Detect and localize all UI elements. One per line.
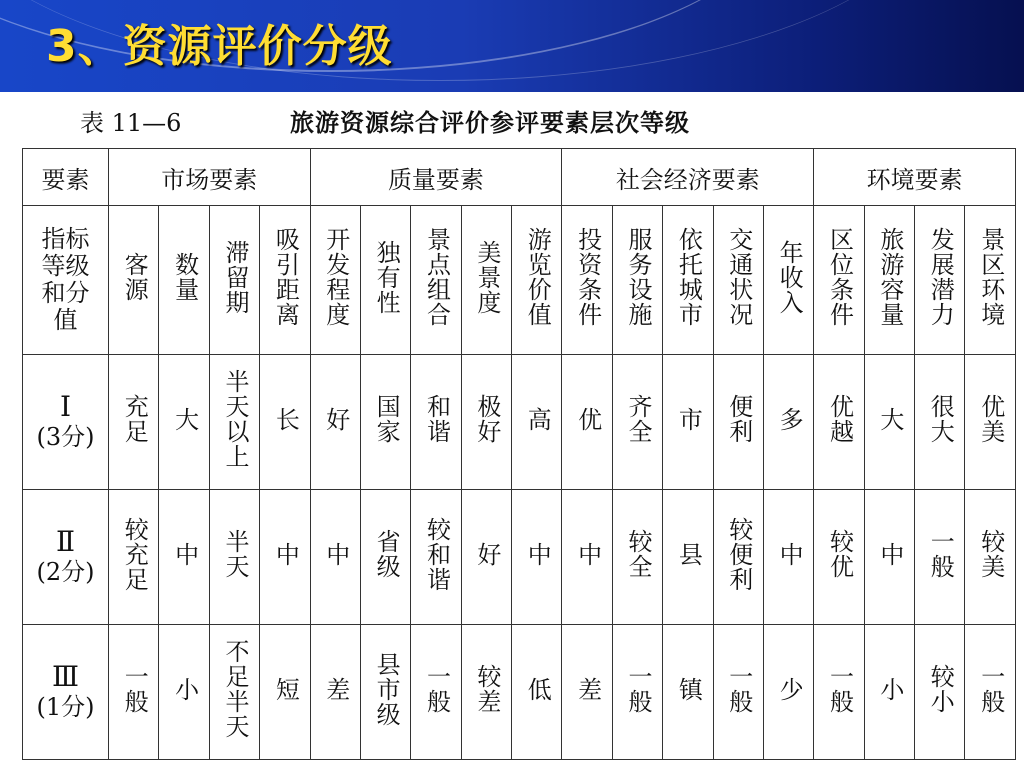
- grade-cell-value: 多: [775, 406, 804, 432]
- grade-cell: [512, 355, 562, 490]
- level-row: [23, 355, 1016, 490]
- indicator-header: [663, 206, 713, 355]
- group-header: 社会经济要素: [562, 149, 814, 206]
- level-row: [23, 625, 1016, 760]
- indicator-header: [411, 206, 461, 355]
- grade-cell-value: 极好: [472, 394, 501, 444]
- indicator-header: [260, 206, 310, 355]
- indicator-label: 景点组合: [422, 227, 451, 327]
- grade-cell-value: 便利: [724, 394, 753, 444]
- indicator-header: [864, 206, 914, 355]
- indicator-header: [209, 206, 259, 355]
- grade-cell-value: 较和谐: [422, 516, 451, 592]
- grade-cell-value: 半天以上: [220, 369, 249, 469]
- grade-cell: [159, 490, 209, 625]
- grade-cell-value: 镇: [674, 676, 703, 702]
- grade-cell-value: 优越: [825, 394, 854, 444]
- grade-cell: [109, 355, 159, 490]
- grade-cell: [209, 355, 259, 490]
- grade-cell: [965, 490, 1016, 625]
- grade-cell-value: 差: [321, 676, 350, 702]
- grade-cell: [360, 490, 410, 625]
- grade-cell-value: 好: [472, 541, 501, 567]
- grade-cell-value: 中: [321, 541, 350, 567]
- indicator-header: [814, 206, 864, 355]
- level-label: [23, 625, 109, 760]
- grade-cell-value: 长: [271, 406, 300, 432]
- grade-cell: [965, 625, 1016, 760]
- indicator-header: [360, 206, 410, 355]
- grade-cell-value: 中: [775, 541, 804, 567]
- level-roman: Ⅲ: [51, 660, 79, 693]
- grade-cell: [814, 490, 864, 625]
- level-roman: Ⅱ: [55, 525, 76, 558]
- grade-cell: [310, 625, 360, 760]
- grade-cell-value: 较充足: [120, 516, 149, 592]
- grade-cell-value: 较便利: [724, 516, 753, 592]
- grade-cell: [713, 355, 763, 490]
- grade-cell: [461, 625, 511, 760]
- grade-cell: [260, 355, 310, 490]
- grade-cell: [159, 355, 209, 490]
- grade-cell-value: 小: [170, 676, 199, 702]
- grade-cell-value: 县市级: [372, 651, 401, 727]
- indicator-label: 发展潜力: [926, 227, 955, 327]
- grade-cell-value: 较小: [926, 664, 955, 714]
- grade-cell: [915, 355, 965, 490]
- level-label: [23, 355, 109, 490]
- indicator-header: [159, 206, 209, 355]
- grade-cell-value: 中: [573, 541, 602, 567]
- grade-cell-value: 一般: [926, 529, 955, 579]
- grade-cell: [713, 625, 763, 760]
- evaluation-grade-table: [22, 148, 1016, 760]
- grade-cell: [612, 355, 662, 490]
- grade-cell-value: 一般: [976, 664, 1005, 714]
- grade-cell-value: 充足: [120, 394, 149, 444]
- indicator-header: [713, 206, 763, 355]
- indicator-label: 独有性: [372, 239, 401, 315]
- grade-cell: [562, 625, 612, 760]
- grade-cell-value: 较优: [825, 529, 854, 579]
- grade-cell: [663, 490, 713, 625]
- indicator-header: [512, 206, 562, 355]
- indicator-label: 滞留期: [220, 239, 249, 315]
- indicator-label: 年收入: [775, 239, 804, 315]
- indicator-label: 投资条件: [573, 227, 602, 327]
- level-label: [23, 490, 109, 625]
- level-score: (1分): [36, 693, 95, 721]
- indicator-header: [763, 206, 813, 355]
- grade-cell: [864, 625, 914, 760]
- grade-cell-value: 较美: [976, 529, 1005, 579]
- grade-cell-value: 差: [573, 676, 602, 702]
- indicator-label: 旅游容量: [875, 227, 904, 327]
- grade-cell: [461, 355, 511, 490]
- grade-cell: [260, 625, 310, 760]
- level-row: [23, 490, 1016, 625]
- grade-cell-value: 较差: [472, 664, 501, 714]
- grade-cell-value: 一般: [623, 664, 652, 714]
- grade-cell: [814, 355, 864, 490]
- indicator-label: 服务设施: [623, 227, 652, 327]
- grade-cell: [915, 625, 965, 760]
- grade-cell: [461, 490, 511, 625]
- level-score: (2分): [36, 558, 95, 586]
- grade-cell-value: 优: [573, 406, 602, 432]
- grade-cell-value: 很大: [926, 394, 955, 444]
- grade-cell: [864, 490, 914, 625]
- level-score: (3分): [36, 423, 95, 451]
- grade-cell: [209, 490, 259, 625]
- grade-cell-value: 中: [523, 541, 552, 567]
- grade-cell-value: 好: [321, 406, 350, 432]
- corner-header-left: [23, 206, 109, 355]
- grade-cell: [512, 625, 562, 760]
- indicator-label: 开发程度: [321, 227, 350, 327]
- indicator-label: 美景度: [472, 239, 501, 315]
- grade-cell-value: 大: [875, 406, 904, 432]
- group-header-row: [23, 149, 1016, 206]
- grade-cell: [864, 355, 914, 490]
- grade-cell: [109, 490, 159, 625]
- corner-header-top: 要素: [23, 149, 109, 206]
- grade-cell: [411, 355, 461, 490]
- grade-cell-value: 一般: [825, 664, 854, 714]
- indicator-header: [562, 206, 612, 355]
- level-roman: Ⅰ: [59, 390, 72, 423]
- grade-cell: [612, 625, 662, 760]
- grade-cell-value: 低: [523, 676, 552, 702]
- grade-cell-value: 少: [775, 676, 804, 702]
- indicator-header: [965, 206, 1016, 355]
- grade-cell-value: 较全: [623, 529, 652, 579]
- grade-cell-value: 一般: [120, 664, 149, 714]
- grade-cell-value: 半天: [220, 529, 249, 579]
- indicator-header: [612, 206, 662, 355]
- indicator-label: 景区环境: [976, 227, 1005, 327]
- group-header: 质量要素: [310, 149, 562, 206]
- indicator-label: 交通状况: [724, 227, 753, 327]
- grade-cell-value: 省级: [372, 529, 401, 579]
- grade-cell-value: 高: [523, 406, 552, 432]
- grade-cell-value: 小: [875, 676, 904, 702]
- grade-cell-value: 优美: [976, 394, 1005, 444]
- grade-cell-value: 市: [674, 406, 703, 432]
- group-header: 市场要素: [109, 149, 311, 206]
- indicator-header: [461, 206, 511, 355]
- grade-cell: [562, 355, 612, 490]
- grade-cell: [763, 355, 813, 490]
- grade-cell-value: 中: [271, 541, 300, 567]
- grade-cell-value: 齐全: [623, 394, 652, 444]
- grade-cell-value: 县: [674, 541, 703, 567]
- grade-cell: [512, 490, 562, 625]
- grade-cell: [814, 625, 864, 760]
- group-header: 环境要素: [814, 149, 1016, 206]
- indicator-row: [23, 206, 1016, 355]
- table-number: 表 11—6: [80, 109, 182, 137]
- grade-cell: [915, 490, 965, 625]
- grade-cell: [310, 355, 360, 490]
- corner-header-left-label: 指标等级和分值: [41, 225, 90, 334]
- grade-cell: [663, 625, 713, 760]
- grade-cell-value: 短: [271, 676, 300, 702]
- grade-cell: [965, 355, 1016, 490]
- grade-cell: [663, 355, 713, 490]
- grade-cell-value: 大: [170, 406, 199, 432]
- grade-cell-value: 一般: [724, 664, 753, 714]
- indicator-label: 游览价值: [523, 227, 552, 327]
- indicator-label: 数量: [170, 252, 199, 302]
- grade-cell: [411, 625, 461, 760]
- grade-cell-value: 中: [875, 541, 904, 567]
- grade-cell: [612, 490, 662, 625]
- grade-cell-value: 和谐: [422, 394, 451, 444]
- indicator-label: 吸引距离: [271, 227, 300, 327]
- grade-cell: [109, 625, 159, 760]
- indicator-label: 客源: [120, 252, 149, 302]
- grade-cell: [360, 355, 410, 490]
- grade-cell: [310, 490, 360, 625]
- grade-cell: [562, 490, 612, 625]
- grade-cell: [360, 625, 410, 760]
- indicator-label: 区位条件: [825, 227, 854, 327]
- grade-cell-value: 一般: [422, 664, 451, 714]
- table-caption: 旅游资源综合评价参评要素层次等级: [290, 109, 690, 137]
- grade-cell: [763, 490, 813, 625]
- grade-cell-value: 不足半天: [220, 639, 249, 739]
- grade-cell-value: 国家: [372, 394, 401, 444]
- grade-cell: [763, 625, 813, 760]
- indicator-header: [109, 206, 159, 355]
- grade-cell: [411, 490, 461, 625]
- slide-title: 3、资源评价分级: [46, 21, 393, 72]
- grade-cell-value: 中: [170, 541, 199, 567]
- grade-cell: [713, 490, 763, 625]
- grade-cell: [159, 625, 209, 760]
- indicator-header: [310, 206, 360, 355]
- indicator-header: [915, 206, 965, 355]
- grade-cell: [209, 625, 259, 760]
- indicator-label: 依托城市: [674, 227, 703, 327]
- grade-cell: [260, 490, 310, 625]
